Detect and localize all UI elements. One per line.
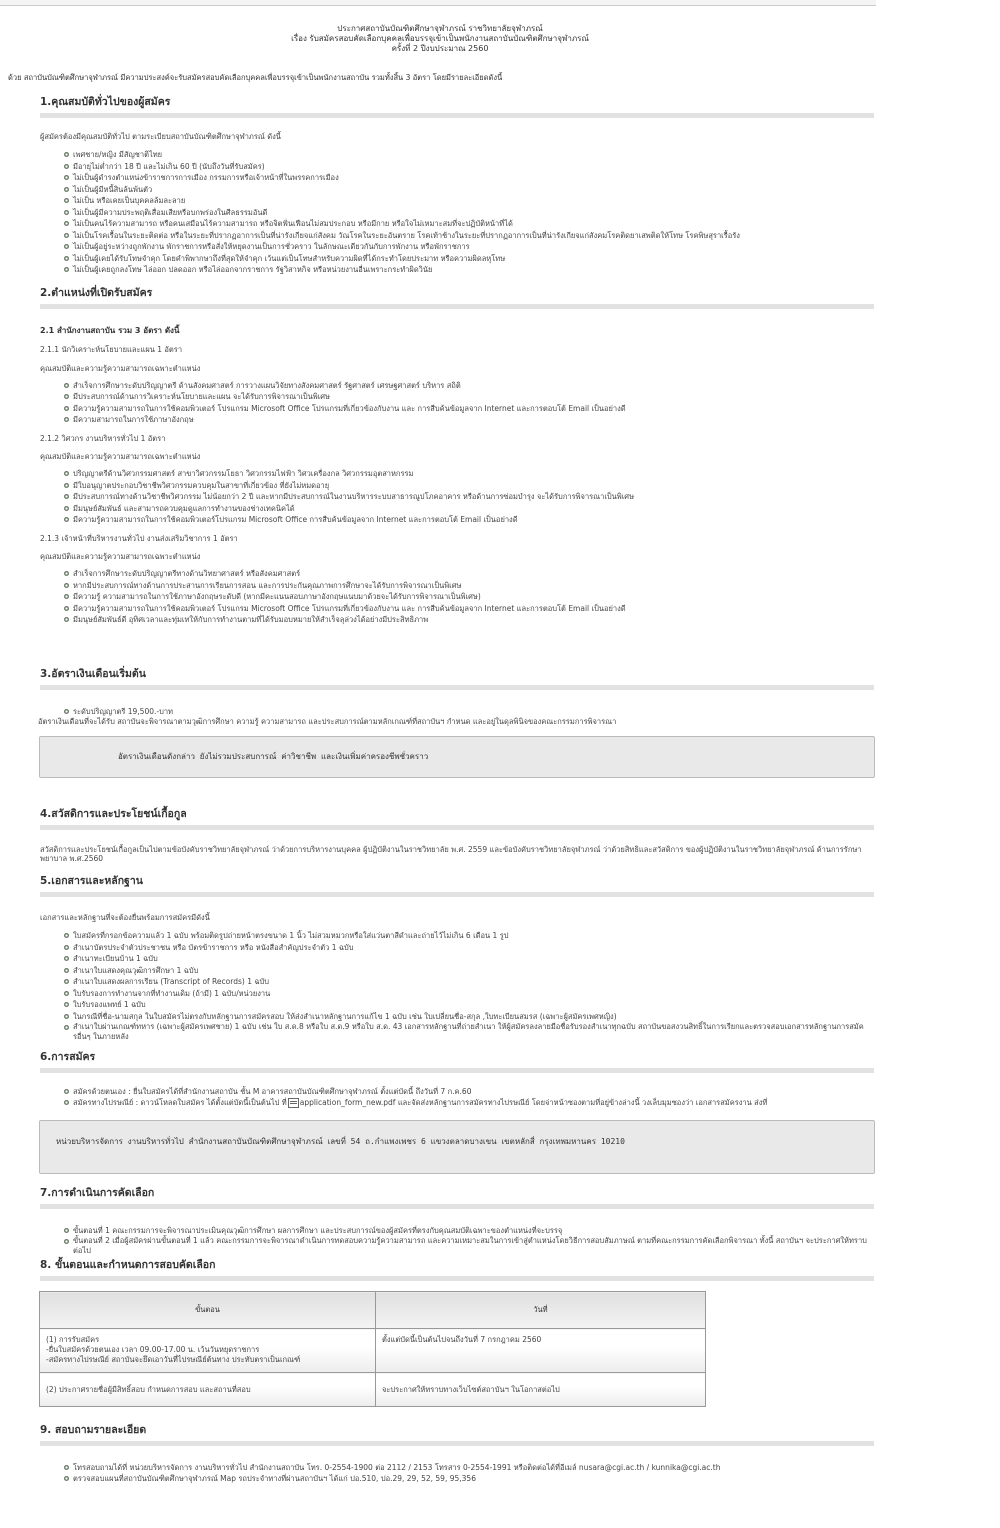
documents-list	[40, 930, 874, 1041]
list-item: ไม่เป็นผู้อยู่ระหว่างถูกพักงาน พักราชการหรือสั่งให้หยุดงานเป็นการชั่วคราว ในลักษณะเดียวกันกับการพักงาน หรือพักราชการ	[64, 241, 874, 253]
salary-list	[40, 706, 874, 718]
salary-notice-text: อัตราเงินเดือนดังกล่าว ยังไม่รวมประสบการณ์ ค่าวิชาชีพ และเงินเพิ่มค่าครองชีพชั่วคราว	[118, 752, 429, 761]
salary-note: อัตราเงินเดือนที่จะได้รับ สถาบันจะพิจารณาตามวุฒิการศึกษา ความรู้ ความสามารถ และประสบการณ์ตามหลักเกณฑ์ที่สถาบันฯ กำหนด และอยู่ในดุลพินิจของคณะกรรมการพิจารณา	[38, 717, 617, 727]
mailing-address-box	[39, 1120, 875, 1174]
section-title: 7.การดำเนินการคัดเลือก	[40, 1187, 874, 1209]
top-bar	[0, 0, 876, 6]
list-item: ใบรับรองการทำงานจากที่ทำงานเดิม (ถ้ามี) 1 ฉบับ/หน่วยงาน	[64, 988, 874, 1000]
list-item: ระดับปริญญาตรี 19,500.-บาท	[64, 706, 874, 718]
intro-text: ด้วย สถาบันบัณฑิตศึกษาจุฬาภรณ์ มีความประสงค์จะรับสมัครสอบคัดเลือกบุคคลเพื่อบรรจุเข้าเป็นพนักงานสถาบัน รวมทั้งสิ้น 3 อัตรา โดยมีรายละเอียดดังนี้	[8, 73, 503, 82]
section-title: 3.อัตราเงินเดือนเริ่มต้น	[40, 668, 874, 690]
step-title: (1) การรับสมัคร	[46, 1335, 100, 1344]
list-item: ไม่เป็นผู้เคยถูกลงโทษ ไล่ออก ปลดออก หรือไล่ออกจากราชการ รัฐวิสาหกิจ หรือหน่วยงานอื่นเพราะกระทำผิดวินัย	[64, 264, 874, 276]
list-item: มีมนุษย์สัมพันธ์ และสามารถควบคุมดูแลการทำงานของช่างเทคนิคได้	[64, 503, 874, 515]
position-title: 2.1.2 วิศวกร งานบริหารทั่วไป 1 อัตรา	[40, 433, 166, 443]
list-item: มีความรู้ความสามารถในการใช้คอมพิวเตอร์โปรแกรม Microsoft Office การสืบค้นข้อมูลจาก Internet และการตอบโต้ Email เป็นอย่างดี	[64, 514, 874, 526]
list-item: สำเนาใบแสดงผลการเรียน (Transcript of Records) 1 ฉบับ	[64, 976, 874, 988]
table-row	[40, 1329, 706, 1373]
salary-notice-box	[39, 736, 875, 778]
section-benefits	[40, 808, 874, 864]
list-item: มีอายุไม่ต่ำกว่า 18 ปี และไม่เกิน 60 ปี (นับถึงวันที่รับสมัคร)	[64, 161, 874, 173]
list-item: สำเนาใบผ่านเกณฑ์ทหาร (เฉพาะผู้สมัครเพศชาย) 1 ฉบับ เช่น ใบ ส.ด.8 หรือใบ ส.ด.9 หรือใบ ส.ด. 43 เอกสารหลักฐานที่ถ่ายสำเนา ให้ผู้สมัครลงลายมือชื่อรับรองสำเนาทุกฉบับ สถาบันขอสงวนสิทธิ์ในการเรียกและตรวจสอบเอกสารหลักฐานการสมัครอื่นๆ ในภายหลัง	[64, 1022, 874, 1041]
list-item: ใบสมัครที่กรอกข้อความแล้ว 1 ฉบับ พร้อมติดรูปถ่ายหน้าตรงขนาด 1 นิ้ว ไม่สวมหมวกหรือใส่แว่นตาสีดำและถ่ายไว้ไม่เกิน 6 เดือน 1 รูป	[64, 930, 874, 942]
section-salary	[40, 668, 874, 727]
mailing-address-text: หน่วยบริหารจัดการ งานบริหารทั่วไป สำนักงานสถาบันบัณฑิตศึกษาจุฬาภรณ์ เลขที่ 54 ถ.กำแพงเพชร 6 แขวงตลาดบางเขน เขตหลักสี่ กรุงเทพมหานคร 10210	[56, 1137, 625, 1146]
qualification-list	[40, 149, 874, 276]
list-item: ในกรณีที่ชื่อ-นามสกุล ในใบสมัครไม่ตรงกับหลักฐานการสมัครสอบ ให้ส่งสำเนาหลักฐานการแก้ไข 1 ฉบับ เช่น ใบเปลี่ยนชื่อ-สกุล ,ใบทะเบียนสมรส (เฉพาะผู้สมัครเพศหญิง)	[64, 1011, 874, 1023]
column-header-step: ขั้นตอน	[40, 1292, 376, 1329]
list-item: ไม่เป็นผู้มีหนี้สินล้นพ้นตัว	[64, 184, 874, 196]
pdf-file-icon	[288, 1098, 299, 1108]
benefits-text: สวัสดิการและประโยชน์เกื้อกูลเป็นไปตามข้อบังคับราชวิทยาลัยจุฬาภรณ์ ว่าด้วยการบริหารงานบุคคล ผู้ปฏิบัติงานในราชวิทยาลัย พ.ศ. 2559 และข้อบังคับราชวิทยาลัยจุฬาภรณ์ ว่าด้วยสิทธิและสวัสดิการ ของผู้ปฏิบัติงานในราชวิทยาลัยจุฬาภรณ์ ด้านการรักษาพยาบาล พ.ศ.2560	[40, 844, 862, 864]
table-cell: (2) ประกาศรายชื่อผู้มีสิทธิ์สอบ กำหนดการสอบ และสถานที่สอบ	[40, 1373, 376, 1407]
header-line-1: ประกาศสถาบันบัณฑิตศึกษาจุฬาภรณ์ ราชวิทยาลัยจุฬาภรณ์	[337, 24, 543, 33]
section-title: 4.สวัสดิการและประโยชน์เกื้อกูล	[40, 808, 874, 830]
section-title: 1.คุณสมบัติทั่วไปของผู้สมัคร	[40, 96, 874, 118]
list-item: ไม่เป็นผู้มีความประพฤติเสื่อมเสียหรือบกพร่องในศีลธรรมอันดี	[64, 207, 874, 219]
list-item	[64, 1097, 874, 1109]
list-item: สำเนาทะเบียนบ้าน 1 ฉบับ	[64, 953, 874, 965]
table-header-row	[40, 1292, 706, 1329]
selection-list	[40, 1225, 874, 1256]
section-title: 9. สอบถามรายละเอียด	[40, 1424, 874, 1446]
postal-text-start: สมัครทางไปรษณีย์ : ดาวน์โหลดใบสมัคร ได้ตั้งแต่บัดนี้เป็นต้นไป ที่	[73, 1098, 287, 1108]
list-item: ไม่เป็นคนไร้ความสามารถ หรือคนเสมือนไร้ความสามารถ หรือจิตฟั่นเฟือนไม่สมประกอบ หรือมีกาย หรือใจไม่เหมาะสมที่จะปฏิบัติหน้าที่ได้	[64, 218, 874, 230]
position-title: 2.1.3 เจ้าหน้าที่บริหารงานทั่วไป งานส่งเสริมวิชาการ 1 อัตรา	[40, 533, 238, 543]
application-list	[40, 1086, 874, 1109]
positions-subheading: 2.1 สำนักงานสถาบัน รวม 3 อัตรา ดังนี้	[40, 325, 180, 335]
header-line-2: เรื่อง รับสมัครสอบคัดเลือกบุคคลเพื่อบรรจุเข้าเป็นพนักงานสถาบันบัณฑิตศึกษาจุฬาภรณ์	[291, 34, 589, 43]
qualification-label: คุณสมบัติและความรู้ความสามารถเฉพาะตำแหน่ง	[40, 452, 201, 462]
list-item: มีมนุษย์สัมพันธ์ดี อุทิศเวลาและทุ่มเทให้กับการทำงานตามที่ได้รับมอบหมายให้สำเร็จลุล่วงได้อย่างมีประสิทธิภาพ	[64, 614, 874, 626]
list-item: สำเนาใบแสดงคุณวุฒิการศึกษา 1 ฉบับ	[64, 965, 874, 977]
table-cell: ตั้งแต่บัดนี้เป็นต้นไปจนถึงวันที่ 7 กรกฎาคม 2560	[376, 1329, 706, 1373]
list-item: มีประสบการณ์ด้านการวิเคราะห์นโยบายและแผน จะได้รับการพิจารณาเป็นพิเศษ	[64, 391, 874, 403]
list-item: เพศชาย/หญิง มีสัญชาติไทย	[64, 149, 874, 161]
qualification-label: คุณสมบัติและความรู้ความสามารถเฉพาะตำแหน่ง	[40, 552, 201, 562]
table-row	[40, 1373, 706, 1407]
qualification-label: คุณสมบัติและความรู้ความสามารถเฉพาะตำแหน่ง	[40, 363, 201, 373]
section-lead: ผู้สมัครต้องมีคุณสมบัติทั่วไป ตามระเบียบสถาบันบัณฑิตศึกษาจุฬาภรณ์ ดังนี้	[40, 131, 281, 141]
section-title: 2.ตำแหน่งที่เปิดรับสมัคร	[40, 287, 874, 309]
section-title: 8. ขั้นตอนและกำหนดการสอบคัดเลือก	[40, 1259, 874, 1281]
step-detail: -สมัครทางไปรษณีย์ สถาบันจะยึดเอาวันที่ไปรษณีย์ต้นทาง ประทับตราเป็นเกณฑ์	[46, 1354, 301, 1364]
list-item: ขั้นตอนที่ 2 เมื่อผู้สมัครผ่านขั้นตอนที่ 1 แล้ว คณะกรรมการจะพิจารณาดำเนินการทดสอบความรู้ความสามารถ และความเหมาะสมในการเข้าสู่ตำแหน่งโดยวิธีการสอบสัมภาษณ์ ตามที่คณะกรรมการคัดเลือกพิจารณา ทั้งนี้ สถาบันฯ จะประกาศให้ทราบต่อไป	[64, 1236, 874, 1255]
list-item: มีความรู้ความสามารถในการใช้คอมพิวเตอร์ โปรแกรม Microsoft Office โปรแกรมที่เกี่ยวข้องกับงาน และ การสืบค้นข้อมูลจาก Internet และการตอบโต้ Email เป็นอย่างดี	[64, 403, 874, 415]
list-item: หากมีประสบการณ์ทางด้านการประสานการเรียนการสอน และการประกันคุณภาพการศึกษาจะได้รับการพิจารณาเป็นพิเศษ	[64, 580, 874, 592]
list-item: มีความสามารถในการใช้ภาษาอังกฤษ	[64, 414, 874, 426]
application-form-link[interactable]: application_form_new.pdf	[299, 1098, 396, 1108]
header-line-3: ครั้งที่ 2 ปีงบประมาณ 2560	[391, 44, 489, 53]
list-item: สำเร็จการศึกษาระดับปริญญาตรีทางด้านวิทยาศาสตร์ หรือสังคมศาสตร์	[64, 568, 874, 580]
list-item: ไม่เป็นโรคเรื้อนในระยะติดต่อ หรือในระยะที่ปรากฏอาการเป็นที่น่ารังเกียจแก่สังคม วัณโรคในระยะอันตราย โรคเท้าช้างในระยะที่ปรากฏอาการเป็นที่น่ารังเกียจแก่สังคมโรคติดยาเสพติดให้โทษ โรคพิษสุราเรื้อรัง	[64, 230, 874, 242]
section-positions	[40, 287, 874, 626]
section-title: 6.การสมัคร	[40, 1051, 874, 1073]
step-detail: -ยื่นใบสมัครด้วยตนเอง เวลา 09.00-17.00 น. เว้นวันหยุดราชการ	[46, 1344, 260, 1354]
position-title: 2.1.1 นักวิเคราะห์นโยบายและแผน 1 อัตรา	[40, 345, 183, 355]
position-2-list	[40, 468, 874, 526]
section-qualifications	[40, 96, 874, 276]
list-item: มีประสบการณ์ทางด้านวิชาชีพวิศวกรรม ไม่น้อยกว่า 2 ปี และหากมีประสบการณ์ในงานบริหารระบบสาธารณูปโภคอาคาร หรือด้านการซ่อมบำรุง จะได้รับการพิจารณาเป็นพิเศษ	[64, 491, 874, 503]
list-item: ขั้นตอนที่ 1 คณะกรรมการจะพิจารณาประเมินคุณวุฒิการศึกษา ผลการศึกษา และประสบการณ์ของผู้สมัครที่ตรงกับคุณสมบัติเฉพาะของตำแหน่งที่จะบรรจุ	[64, 1225, 874, 1237]
list-item: ไม่เป็น หรือเคยเป็นบุคคลล้มละลาย	[64, 195, 874, 207]
table-cell: จะประกาศให้ทราบทางเว็บไซต์สถาบันฯ ในโอกาสต่อไป	[376, 1373, 706, 1407]
table-cell	[40, 1329, 376, 1373]
documents-lead: เอกสารและหลักฐานที่จะต้องยื่นพร้อมการสมัครมีดังนี้	[40, 912, 210, 922]
list-item: สมัครด้วยตนเอง : ยื่นใบสมัครได้ที่สำนักงานสถาบัน ชั้น M อาคารสถาบันบัณฑิตศึกษาจุฬาภรณ์ ตั้งแต่บัดนี้ ถึงวันที่ 7 ก.ค.60	[64, 1086, 874, 1098]
schedule-table	[39, 1291, 706, 1407]
list-item: ปริญญาตรีด้านวิศวกรรมศาสตร์ สาขาวิศวกรรมโยธา วิศวกรรมไฟฟ้า วิศวเครื่องกล วิศวกรรมอุตสาหกรรม	[64, 468, 874, 480]
section-contact	[40, 1424, 874, 1485]
section-title: 5.เอกสารและหลักฐาน	[40, 875, 874, 897]
list-item: ใบรับรองแพทย์ 1 ฉบับ	[64, 999, 874, 1011]
list-item: ไม่เป็นผู้ดำรงตำแหน่งข้าราชการการเมือง กรรมการหรือเจ้าหน้าที่ในพรรคการเมือง	[64, 172, 874, 184]
contact-list	[40, 1462, 874, 1485]
list-item: สำเนาบัตรประจำตัวประชาชน หรือ บัตรข้าราชการ หรือ หนังสือสำคัญประจำตัว 1 ฉบับ	[64, 942, 874, 954]
list-item: ตรวจสอบแผนที่สถาบันบัณฑิตศึกษาจุฬาภรณ์ Map รถประจำทางที่ผ่านสถาบันฯ ได้แก่ ปอ.510, ปอ.29, 29, 52, 59, 95,356	[64, 1473, 874, 1485]
announcement-header	[0, 24, 880, 54]
position-1-list	[40, 380, 874, 426]
section-schedule	[40, 1259, 874, 1281]
position-3-list	[40, 568, 874, 626]
list-item: ไม่เป็นผู้เคยได้รับโทษจำคุก โดยคำพิพากษาถึงที่สุดให้จำคุก เว้นแต่เป็นโทษสำหรับความผิดที่ได้กระทำโดยประมาท หรือความผิดลหุโทษ	[64, 253, 874, 265]
list-item: มีความรู้ความสามารถในการใช้คอมพิวเตอร์ โปรแกรม Microsoft Office โปรแกรมที่เกี่ยวข้องกับงาน และ การสืบค้นข้อมูลจาก Internet และการตอบโต้ Email เป็นอย่างดี	[64, 603, 874, 615]
section-application	[40, 1051, 874, 1109]
list-item: สำเร็จการศึกษาระดับปริญญาตรี ด้านสังคมศาสตร์ การวางแผนวิจัยทางสังคมศาสตร์ รัฐศาสตร์ เศรษฐศาสตร์ บริหาร สถิติ	[64, 380, 874, 392]
list-item: มีใบอนุญาตประกอบวิชาชีพวิศวกรรมควบคุมในสาขาที่เกี่ยวข้อง ที่ยังไม่หมดอายุ	[64, 480, 874, 492]
column-header-date: วันที่	[376, 1292, 706, 1329]
list-item: โทรสอบถามได้ที่ หน่วยบริหารจัดการ งานบริหารทั่วไป สำนักงานสถาบัน โทร. 0-2554-1900 ต่อ 2112 / 2153 โทรสาร 0-2554-1991 หรือติดต่อได้ที่อีเมล์ nusara@cgi.ac.th / kunnika@cgi.ac.th	[64, 1462, 874, 1474]
section-documents	[40, 875, 874, 1041]
postal-text-end: และจัดส่งหลักฐานการสมัครทางไปรษณีย์ โดยจ่าหน้าซองตามที่อยู่ข้างล่างนี้ วงเล็บมุมซองว่า เอกสารสมัครงาน ส่งที่	[395, 1098, 768, 1108]
list-item: มีความรู้ ความสามารถในการใช้ภาษาอังกฤษระดับดี (หากมีคะแนนสอบภาษาอังกฤษแนบมาด้วยจะได้รับการพิจารณาเป็นพิเศษ)	[64, 591, 874, 603]
section-selection	[40, 1187, 874, 1255]
